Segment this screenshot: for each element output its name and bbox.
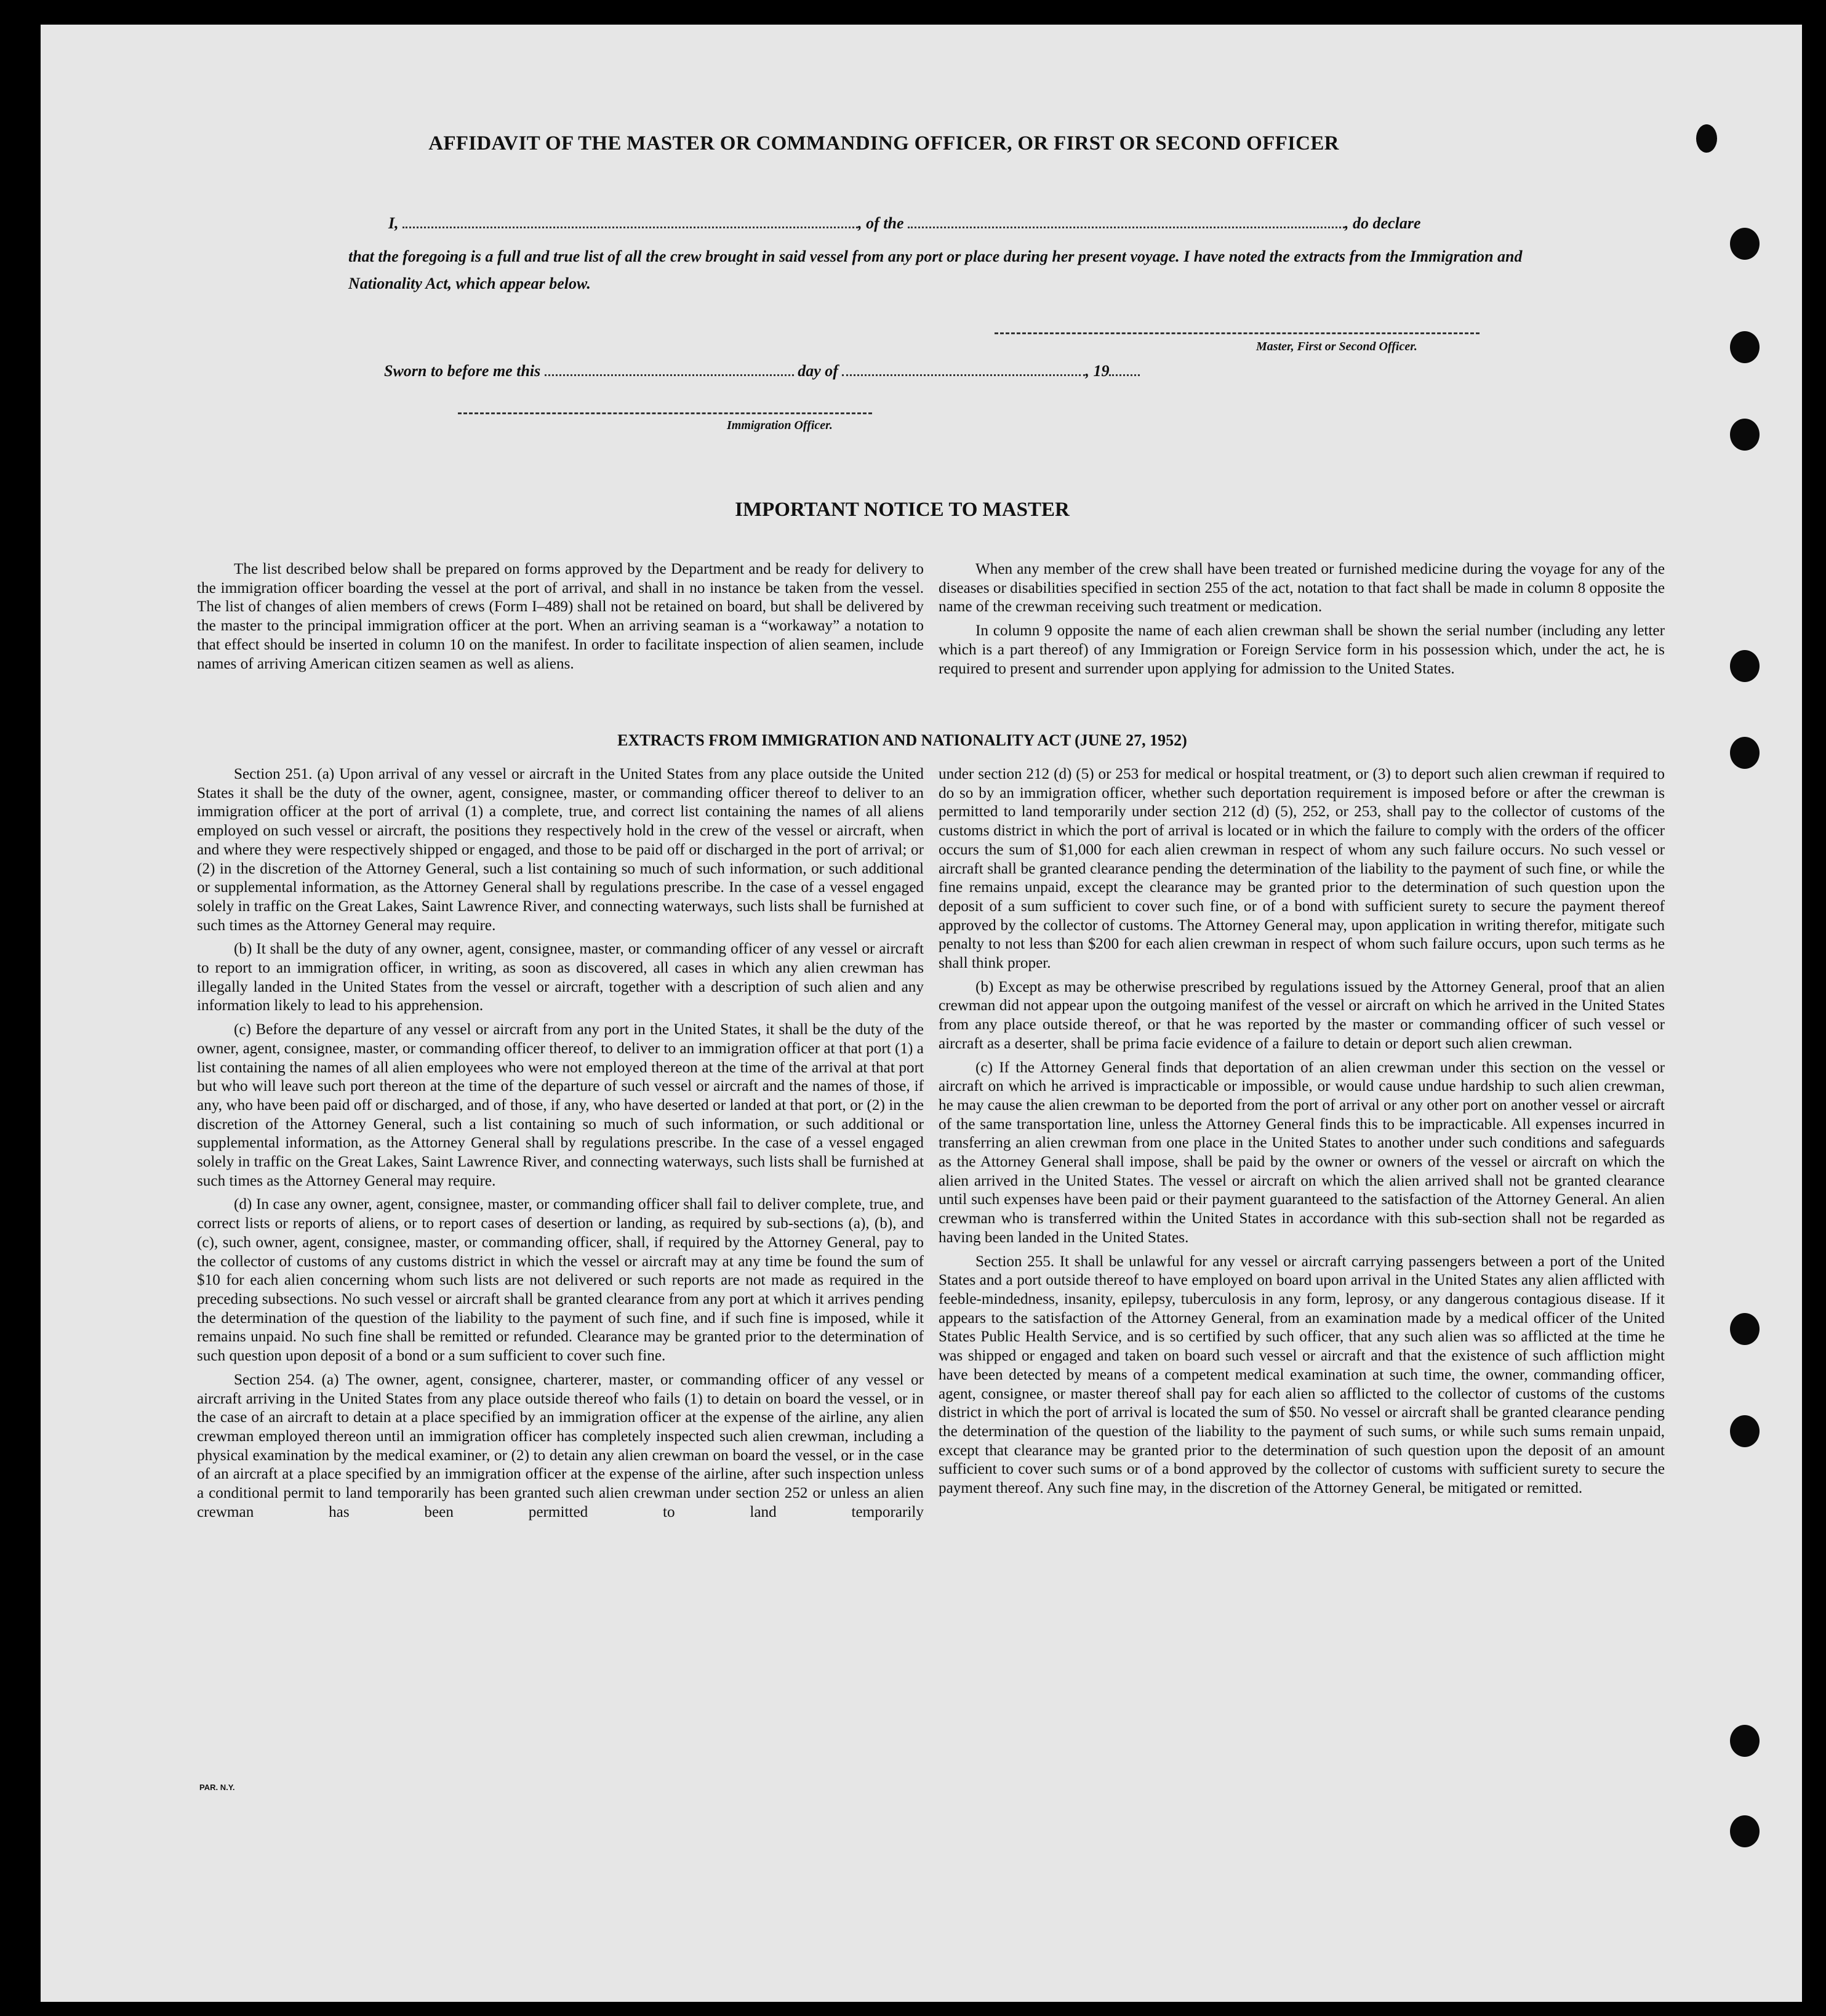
of-the-label: , of the [858, 214, 904, 232]
notice-right-column [939, 560, 1665, 683]
section-255: Section 255. It shall be unlawful for any vessel or aircraft carrying passengers between a port of the United States and a port outside thereof to have employed on board upon arrival in the United States any alien afflicted with feeble-mindedness, insanity, epilepsy, tuberculosis in any form, leprosy, or any dangerous contagious disease. If it appears to the satisfaction of the Attorney General, from an examination made by a medical officer of the United States Public Health Service, and is so certified by such officer, that any such alien was so afflicted at the time he was shipped or engaged and taken on board such vessel or aircraft and that the existence of such affliction might have been detected by means of a competent medical examination at such time, the owner, commanding officer, agent, consignee, or master thereof shall pay for each alien so afflicted to the collector of customs of the customs district in which the port of arrival is located the sum of $50. No vessel or aircraft shall be granted clearance pending the determination of the question of the liability to the payment of such sums, or while such sums remain unpaid, except that clearance may be granted prior to the determination of such question upon the deposit of an amount sufficient to cover such sums or of a bond approved by the collector of customs with sufficient surety to secure the payment thereof. Any such fine may, in the discretion of the Attorney General, be mitigated or remitted. [939, 1253, 1665, 1497]
section-251-a: Section 251. (a) Upon arrival of any vessel or aircraft in the United States from any place outside the United States it shall be the duty of the owner, agent, consignee, master, or commanding officer thereof to deliver to an immigration officer at the port of arrival (1) a complete, true, and correct list containing the names of all aliens employed on such vessel or aircraft, the positions they respectively hold in the crew of the vessel or aircraft, when and where they were respectively shipped or engaged, and those to be paid off or discharged in the port of arrival; or (2) in the discretion of the Attorney General, such a list containing so much of such information, or such additional or supplemental information, as the Attorney General shall by regulations prescribe. In the case of a vessel engaged solely in traffic on the Great Lakes, Saint Lawrence River, and connecting waterways, such lists shall be furnished at such times as the Attorney General may require. [197, 766, 924, 934]
sworn-label: Sworn to before me this [384, 362, 541, 380]
section-254-a: Section 254. (a) The owner, agent, consignee, charterer, master, or commanding officer of any vessel or aircraft arriving in the United States from any place outside thereof who fails (1) to detain on board the vessel, or in the case of an aircraft to detain at a place specified by an immigration officer at the expense of the airline, any alien crewman employed thereon until an immigration officer has completely inspected such alien crewman, including a physical examination by the medical examiner, or (2) to detain any alien crewman on board the vessel, or in the case of an aircraft at a place specified by an immigration officer at the expense of the airline, after such inspection unless a conditional permit to land temporarily has been granted such alien crewman under section 252 or unless an alien crewman has been permitted to land temporarily [197, 1371, 924, 1520]
notice-title: IMPORTANT NOTICE TO MASTER [735, 499, 1070, 521]
master-signature-field[interactable] [995, 332, 1480, 334]
sworn-month-field[interactable] [842, 374, 1085, 376]
sworn-line [384, 362, 1430, 380]
section-254-c: (c) If the Attorney General finds that deportation of an alien crewman under this section on the vessel or aircraft on which he arrived is impracticable or impossible, or would cause undue hardship to such alien crewman, he may cause the alien crewman to be deported from the port of arrival or any other port on another vessel or aircraft of the same transportation line, unless the Attorney General finds this to be impracticable. All expenses incurred in transferring an alien crewman from one place in the United States to another under such conditions and safeguards as the Attorney General shall impose, shall be paid by the owner or owners of the vessel or aircraft on which the alien arrived in the United States. The vessel or aircraft on which the alien arrived shall not be granted clearance until such expenses have been paid or their payment guaranteed to the satisfaction of the Attorney General. An alien crewman who is transferred within the United States in accordance with this sub-section shall not be regarded as having been landed in the United States. [939, 1059, 1665, 1246]
document-page [41, 25, 1802, 2002]
declarant-line [388, 214, 1527, 233]
master-signature-label: Master, First or Second Officer. [1256, 340, 1417, 353]
section-251-c: (c) Before the departure of any vessel or aircraft from any port in the United States, it shall be the duty of the owner, agent, consignee, master, or commanding officer thereof, to deliver to an immigration officer at that port (1) a list containing the names of all alien employees who were not employed thereon at the time of the arrival at that port but who will leave such port thereon at the time of the departure of such vessel or aircraft and the names of those, if any, who have been paid off or discharged, and of those, if any, who have deserted or landed at that port, or (2) in the discretion of the Attorney General, such a list containing so much of such information, or such additional or supplemental information, as the Attorney General shall by regulations prescribe. In the case of a vessel engaged solely in traffic on the Great Lakes, Saint Lawrence River, and connecting waterways, such lists shall be furnished at such times as the Attorney General may require. [197, 1021, 924, 1189]
binder-hole [1730, 650, 1760, 682]
sworn-date-field[interactable] [545, 374, 794, 376]
section-251-b: (b) It shall be the duty of any owner, agent, consignee, master, or commanding officer of any vessel or aircraft to report to an immigration officer, in writing, as soon as discovered, all cases in which any alien crewman has illegally landed in the United States from the vessel or aircraft, together with a description of such alien and any information likely to lead to his apprehension. [197, 941, 924, 1014]
notice-left-paragraph: The list described below shall be prepared on forms approved by the Department and be ready for delivery to the immigration officer boarding the vessel at the port of arrival, and shall in no instance be taken from the vessel. The list of changes of alien members of crews (Form I–489) shall not be retained on board, but shall be delivered by the master to the principal immigration officer at the port. When an arriving seaman is a “workaway” a notation to that effect should be inserted in column 10 on the manifest. In order to facilitate inspection of alien seamen, include names of arriving American citizen seamen as well as aliens. [197, 561, 924, 672]
section-254-b: (b) Except as may be otherwise prescribed by regulations issued by the Attorney General, proof that an alien crewman did not appear upon the outgoing manifest of the vessel or aircraft on which he arrived in the United States from any place outside thereof, or that he was reported by the master or commanding officer of such vessel or aircraft as a deserter, shall be prima facie evidence of a failure to detain or deport such alien crewman. [939, 978, 1665, 1052]
day-of-label: day of [798, 362, 838, 380]
binder-hole [1730, 1815, 1760, 1847]
declarant-name-field[interactable] [402, 226, 858, 228]
notice-right-paragraph-1: When any member of the crew shall have been treated or furnished medicine during the voyage for any of the diseases or disabilities specified in section 255 of the act, notation to that fact shall be made in column 8 opposite the name of the crewman receiving such treatment or medication. [939, 561, 1665, 616]
binder-hole [1696, 124, 1717, 153]
i-label: I, [388, 214, 399, 232]
printer-mark: PAR. N.Y. [199, 1783, 235, 1792]
notice-right-paragraph-2: In column 9 opposite the name of each alien crewman shall be shown the serial number (including any letter which is a part thereof) of any Immigration or Foreign Service form in his possession which, under the act, he is required to present and surrender upon applying for admission to the United States. [939, 622, 1665, 677]
binder-hole [1730, 331, 1760, 363]
binder-hole [1730, 1725, 1760, 1757]
notice-left-column [197, 560, 924, 678]
year-prefix-label: , 19 [1085, 362, 1110, 380]
binder-hole [1730, 228, 1760, 260]
sworn-year-field[interactable] [1109, 374, 1140, 376]
declaration-text: that the foregoing is a full and true list of all the crew brought in said vessel from any port or place during her present voyage. I have noted the extracts from the Immigration and Nationality Act, which appear below. [348, 247, 1523, 292]
extracts-left-column [197, 765, 924, 1527]
binder-hole [1730, 1415, 1760, 1447]
immigration-officer-signature-field[interactable] [458, 412, 872, 414]
vessel-name-field[interactable] [908, 226, 1345, 228]
binder-hole [1730, 737, 1760, 769]
immigration-officer-label: Immigration Officer. [727, 419, 833, 432]
section-254-a-continued: under section 212 (d) (5) or 253 for medical or hospital treatment, or (3) to deport such alien crewman if required to do so by an immigration officer, whether such deportation requirement is imposed before or after the crewman is permitted to land temporarily under section 212 (d) (5), 252, or 253, shall pay to the collector of customs of the customs district in which the port of arrival is located or in which the failure to comply with the orders of the officer occurs the sum of $1,000 for each alien crewman in respect of whom any such failure occurs. No such vessel or aircraft shall be granted clearance pending the determination of the liability to the payment of such fine, or while the fine remains unpaid, except the clearance may be granted prior to the determination of such question upon the deposit of a sum sufficient to cover such fine, or of a bond with sufficient surety to secure the payment thereof approved by the collector of customs. The Attorney General may, upon application in writing therefor, mitigate such penalty to not less than $200 for each alien crewman in respect of whom such failure occurs, upon such terms as he shall think proper. [939, 766, 1665, 972]
extracts-title: EXTRACTS FROM IMMIGRATION AND NATIONALITY ACT (JUNE 27, 1952) [617, 731, 1187, 749]
binder-hole [1730, 419, 1760, 451]
section-251-d: (d) In case any owner, agent, consignee, master, or commanding officer shall fail to deliver complete, true, and correct lists or reports of aliens, or to report cases of desertion or landing, as required by sub-sections (a), (b), and (c), such owner, agent, consignee, master, or commanding officer, shall, if required by the Attorney General, pay to the collector of customs of any customs district in which the vessel or aircraft may at any time be found the sum of $10 for each alien concerning whom such lists are not delivered or such reports are not made as required in the preceding subsections. No such vessel or aircraft shall be granted clearance from any port at which it arrives pending the determination of the question of the liability to the payment of such fine, and if such fine is imposed, while it remains unpaid. No such fine shall be remitted or refunded. Clearance may be granted prior to the determination of such question upon deposit of a bond or a sum sufficient to cover such fine. [197, 1196, 924, 1365]
extracts-right-column [939, 765, 1665, 1503]
affidavit-title: AFFIDAVIT OF THE MASTER OR COMMANDING OFFICER, OR FIRST OR SECOND OFFICER [428, 132, 1339, 155]
binder-hole [1730, 1313, 1760, 1345]
do-declare-label: , do declare [1345, 214, 1421, 232]
